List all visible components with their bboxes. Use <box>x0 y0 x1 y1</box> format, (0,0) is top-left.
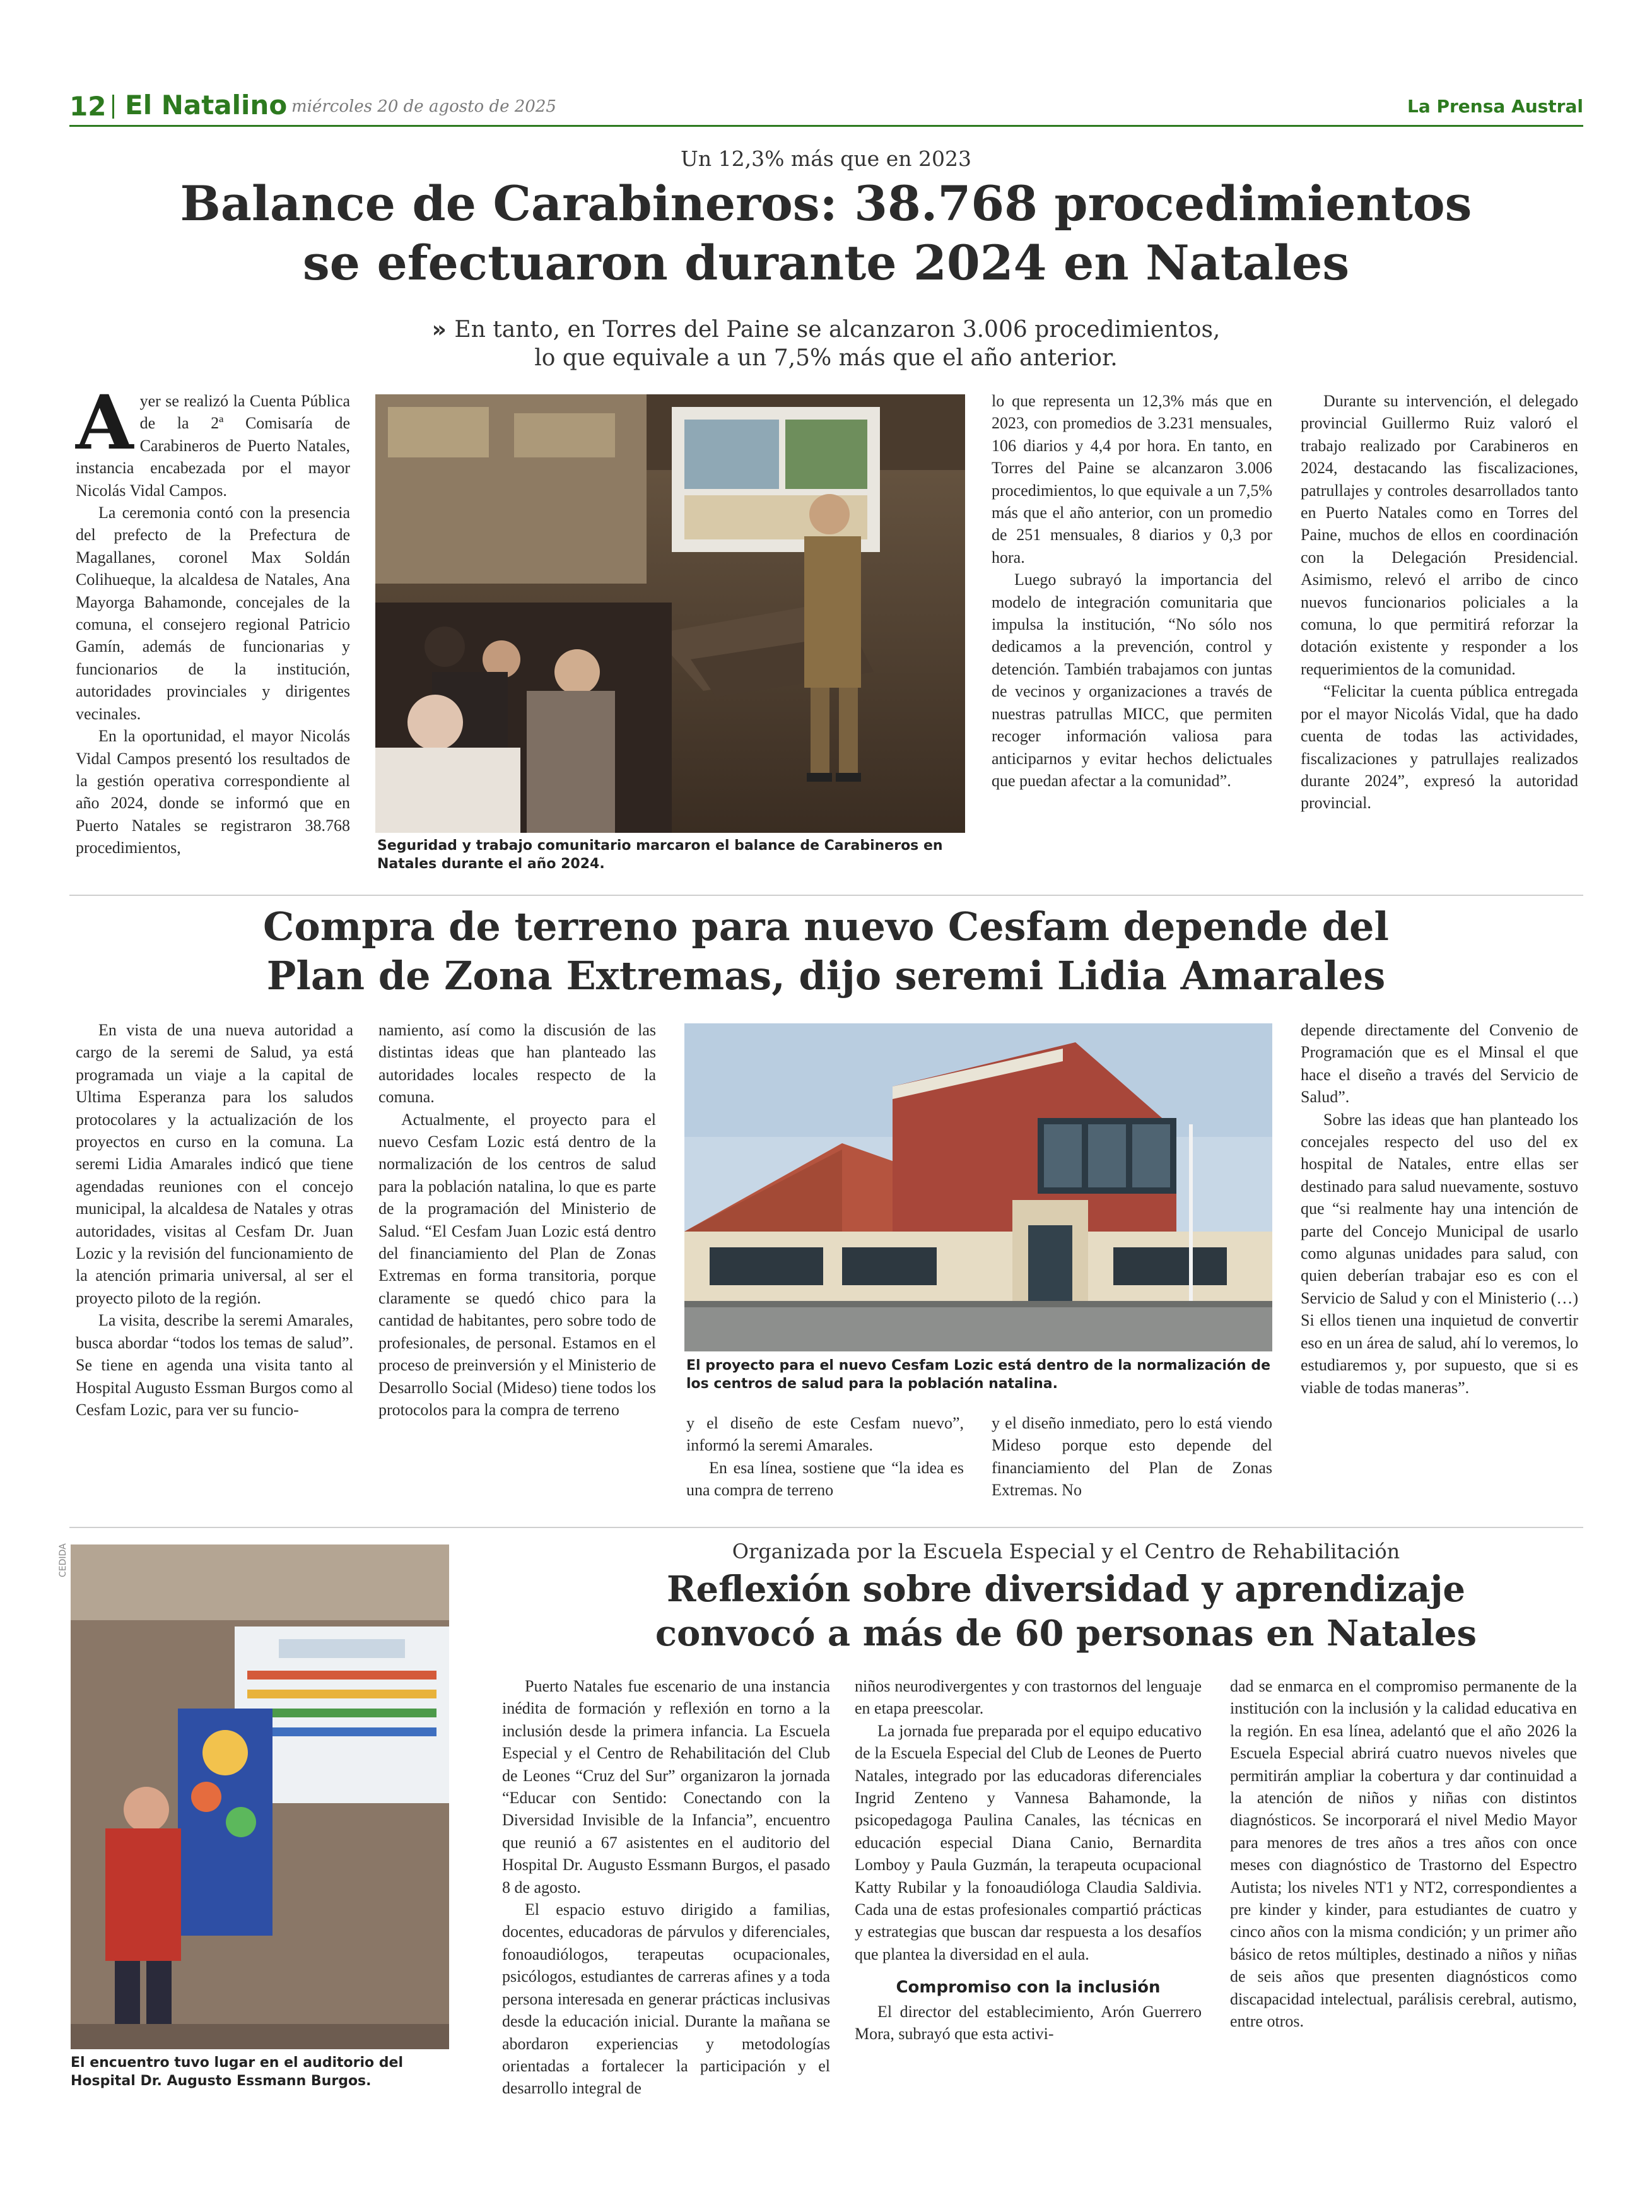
section-name: El Natalino <box>125 90 288 121</box>
article3-column-1 <box>502 1675 830 2100</box>
cesfam-building-photo <box>684 1023 1272 1351</box>
article2-paragraph: Actualmente, el proyecto para el nuevo Cesfam Lozic está dentro de la normalización de los centros de salud para la población natalina, lo que es parte de la programación del Ministerio de Salud. “El Cesfam Juan Lozic está dentro del financiamiento del Plan de Zonas Extremas en forma transitoria, porque claramente se quedó chico para la cantidad de habitantes, pero sobre todo de profesionales, de personal. Estamos en el proceso de preinversión y el Ministerio de Desarrollo Social (Mideso) tiene todos los protocolos para la compra de terreno <box>378 1110 656 1419</box>
article2-column-4 <box>992 1412 1272 1502</box>
article2-paragraph: La visita, describe la seremi Amarales, busca abordar “todos los temas de salud”. Se tiene en agenda una visita tanto al Hospital Augusto Essman Burgos como al Cesfam Lozic, para ver su funcio- <box>76 1311 353 1419</box>
article2-column-1 <box>76 1019 353 1421</box>
article3-paragraph: El espacio estuvo dirigido a familias, docentes, educadoras de párvulos y diferenciales, fonoaudiólogos, terapeutas ocupacionales, psicólogos, estudiantes de carreras afines y a toda persona interesada en generar prácticas inclusivas desde la educación inicial. Durante la mañana se abordaron experiencias y metodologías orientadas a fortalecer la participación y el desarrollo integral de <box>502 1900 830 2098</box>
article1-paragraph: lo que representa un 12,3% más que en 2023, con promedios de 3.231 mensuales, 106 diarios y 4,4 por hora. En tanto, en Torres del Paine se alcanzaron 3.006 procedimientos, lo que equivale a un 7,5% más que el año anterior, con un promedio de 251 mensuales, 8 diarios y 0,3 por hora. <box>992 392 1272 567</box>
article3-photo-caption: El encuentro tuvo lugar en el auditorio del Hospital Dr. Augusto Essmann Burgos. <box>71 2055 404 2089</box>
page-number: 12 <box>69 91 107 122</box>
section-divider <box>69 1527 1583 1528</box>
article2-photo-caption: El proyecto para el nuevo Cesfam Lozic está dentro de la normalización de los centros de salud para la población natalina. <box>686 1358 1270 1392</box>
article3-paragraph: niños neurodivergentes y con trastornos del lenguaje en etapa preescolar. <box>855 1677 1202 1718</box>
article1-paragraph: Durante su intervención, el delegado provincial Guillermo Ruiz valoró el trabajo realizado por Carabineros en 2024, destacando las fiscalizaciones, patrullajes y controles desarrollados tanto en Puerto Natales como en Torres del Paine, muchos de ellos en coordinación con la Delegación Presidencial. Asimismo, relevó el arribo de cinco nuevos funcionarios policiales a la comuna, lo que permitirá reforzar la dotación existente y responder a los requerimientos de la comunidad. <box>1301 392 1578 678</box>
article1-photo <box>375 394 965 833</box>
conference-photo <box>71 1544 449 2049</box>
article2-photo <box>684 1023 1272 1351</box>
article2-paragraph: y el diseño inmediato, pero lo está viendo Mideso porque esto depende del financiamiento del Plan de Zonas Extremas. No <box>992 1414 1272 1500</box>
article2-column-5 <box>1301 1019 1578 1399</box>
article2-column-2 <box>378 1019 656 1421</box>
article1-paragraph: La ceremonia contó con la presencia del prefecto de la Prefectura de Magallanes, coronel Max Soldán Colihueque, la alcaldesa de Natales, Ana Mayorga Bahamonde, concejales de la comuna, el consejero regional Patricio Gamín, además de funcionarias y funcionarios de la institución, autoridades provinciales y dirigentes vecinales. <box>76 503 350 723</box>
article3-photo <box>71 1544 449 2049</box>
article3-kicker: Organizada por la Escuela Especial y el Centro de Rehabilitación <box>732 1539 1400 1563</box>
article3-photo-credit: CEDIDA <box>58 1543 68 1577</box>
article2-column-3 <box>686 1412 964 1502</box>
article1-photo-caption: Seguridad y trabajo comunitario marcaron el balance de Carabineros en Natales durante el año 2024. <box>377 838 943 872</box>
article1-dropcap: A <box>76 379 134 466</box>
article3-column-3 <box>1230 1675 1577 2033</box>
article2-headline-line2: Plan de Zona Extremas, dijo seremi Lidia Amarales <box>266 953 1386 999</box>
header-separator <box>112 95 114 119</box>
article3-paragraph: Puerto Natales fue escenario de una instancia inédita de formación y reflexión en torno a la inclusión desde la primera infancia. La Escuela Especial y el Centro de Rehabilitación del Club de Leones “Cruz del Sur” organizaron la jornada “Educar con Sentido: Conectando con la Diversidad Invisible de la Infancia”, encuentro que reunió a 67 asistentes en el auditorio del Hospital Dr. Augusto Essmann Burgos, el pasado 8 de agosto. <box>502 1677 830 1897</box>
article3-paragraph: El director del establecimiento, Arón Guerrero Mora, subrayó que esta activi- <box>855 2002 1202 2044</box>
article1-deck <box>0 315 1652 372</box>
page-header <box>69 88 1583 126</box>
article1-deck-line1: En tanto, en Torres del Paine se alcanzaron 3.006 procedimientos, <box>454 317 1221 343</box>
article1-kicker: Un 12,3% más que en 2023 <box>681 146 971 171</box>
auditorium-photo <box>375 394 965 833</box>
article2-paragraph: En vista de una nueva autoridad a cargo de la seremi de Salud, ya está programada un viaje a la capital de Ultima Esperanza para los saludos protocolares y la actualización de los proyectos en curso en la comuna. La seremi Lidia Amarales indicó que tiene agendadas reuniones con el concejo municipal, la alcaldesa de Natales y otras autoridades, visitas al Cesfam Dr. Juan Lozic y la revisión del funcionamiento de la atención primaria universal, al ser el proyecto piloto de la región. <box>76 1021 353 1307</box>
article2-paragraph: Sobre las ideas que han planteado los concejales respecto del uso del ex hospital de Natales, entre ellas ser destinado para salud nuevamente, sostuvo que “si realmente hay una intención de parte del Concejo Municipal de usarlo como algunas unidades para salud, con quien deberían trabajar eso es con el Servicio de Salud y con el Ministerio (…) Si ellos tienen una inquietud de convertir eso en un área de salud, ahí lo veremos, lo estudiaremos y, por supuesto, que si es viable de todas maneras”. <box>1301 1110 1578 1397</box>
article1-paragraph: yer se realizó la Cuenta Pública de la 2ª Comisaría de Carabineros de Puerto Natales, instancia encabezada por el mayor Nicolás Vidal Campos. <box>76 392 350 500</box>
article3-paragraph: dad se enmarca en el compromiso permanente de la institución con la inclusión y la calidad educativa en la región. En esa línea, adelantó que el año 2026 la Escuela Especial abrirá cuatro nuevos niveles que permitirán ampliar la cobertura y dar continuidad a la atención de niños y niñas con distintos diagnósticos. Se incorporará el nivel Medio Mayor para menores de tres años a tres años con once meses con diagnóstico de Trastorno del Espectro Autista; los niveles NT1 y NT2, correspondientes a pre kinder y kinder, para estudiantes de cuatro y cinco años con la misma condición; y un primer año básico de retos múltiples, destinado a niños y niñas de seis años que presenten diagnósticos como discapacidad intelectual, parálisis cerebral, autismo, entre otros. <box>1230 1677 1577 2031</box>
article1-column-1 <box>76 379 350 859</box>
article2-paragraph: namiento, así como la discusión de las distintas ideas que han planteado las autoridades locales respecto de la comuna. <box>378 1021 656 1107</box>
article3-column-2 <box>855 1675 1202 2045</box>
article1-headline-line2: se efectuaron durante 2024 en Natales <box>302 235 1350 291</box>
article1-paragraph: Luego subrayó la importancia del modelo de integración comunitaria que impulsa la institución, “No sólo nos dedicamos a la prevención, control y detención. También trabajamos con juntas de vecinos y organizaciones a través de nuestras patrullas MICC, que permiten recoger información valiosa para anticiparnos y evitar hechos delictuales que puedan afectar a la comunidad”. <box>992 570 1272 790</box>
article1-paragraph: En la oportunidad, el mayor Nicolás Vidal Campos presentó los resultados de la gestión operativa correspondiente al año 2024, donde se informó que en Puerto Natales se registraron 38.768 procedimientos, <box>76 727 350 857</box>
header-rule <box>69 125 1583 127</box>
chevron-right-icon: » <box>431 317 455 343</box>
publication-name: La Prensa Austral <box>1407 96 1583 117</box>
article1-deck-line2: lo que equivale a un 7,5% más que el año anterior. <box>534 345 1118 371</box>
article1-headline-line1: Balance de Carabineros: 38.768 procedimientos <box>180 175 1472 232</box>
article3-headline-line2: convocó a más de 60 personas en Natales <box>655 1613 1477 1654</box>
article2-paragraph: depende directamente del Convenio de Programación que es el Minsal el que hace el diseño a través del Servicio de Salud”. <box>1301 1021 1578 1107</box>
article3-headline-line1: Reflexión sobre diversidad y aprendizaje <box>666 1568 1466 1610</box>
section-divider <box>69 895 1583 896</box>
article1-paragraph: “Felicitar la cuenta pública entregada por el mayor Nicolás Vidal, que ha dado cuenta de todas las actividades, fiscalizaciones y patrullajes realizados durante 2024”, expresó la autoridad provincial. <box>1301 682 1578 813</box>
article2-headline-line1: Compra de terreno para nuevo Cesfam depende del <box>263 903 1389 950</box>
article3-paragraph: La jornada fue preparada por el equipo educativo de la Escuela Especial del Club de Leones de Puerto Natales, integrado por las educadoras diferenciales Ingrid Zenteno y Vannesa Bahamonde, la psicopedagoga Paulina Canales, las técnicas en educación especial Diana Canio, Bernardita Lomboy y Paula Guzmán, la terapeuta ocupacional Katty Rubilar y la fonoaudióloga Claudia Saldivia. Cada una de estas profesionales compartió prácticas y estrategias que buscan dar respuesta a los desafíos que plantea la diversidad en el aula. <box>855 1721 1202 1963</box>
issue-date: miércoles 20 de agosto de 2025 <box>291 97 556 116</box>
article1-column-3 <box>992 390 1272 792</box>
article1-column-4 <box>1301 390 1578 815</box>
article3-subhead: Compromiso con la inclusión <box>896 1978 1161 1997</box>
article2-paragraph: y el diseño de este Cesfam nuevo”, informó la seremi Amarales. <box>686 1414 964 1455</box>
article2-paragraph: En esa línea, sostiene que “la idea es una compra de terreno <box>686 1458 964 1500</box>
